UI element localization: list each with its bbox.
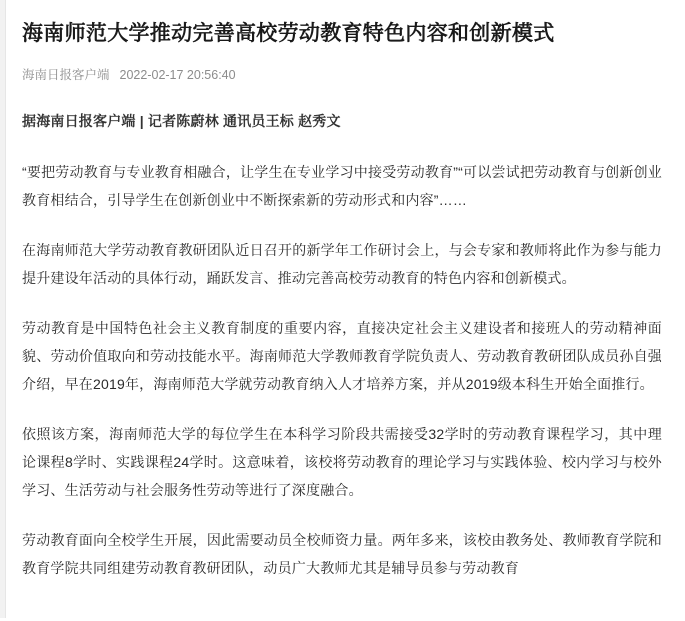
article-meta bbox=[22, 67, 662, 85]
article-paragraph: 在海南师范大学劳动教育教研团队近日召开的新学年工作研讨会上，与会专家和教师将此作为参与能力提升建设年活动的具体行动，踊跃发言、推动完善高校劳动教育的特色内容和创新模式。 bbox=[22, 242, 662, 287]
article-byline: 据海南日报客户端 | 记者陈蔚林 通讯员王标 赵秀文 bbox=[22, 112, 341, 129]
article-paragraph: 劳动教育面向全校学生开展，因此需要动员全校师资力量。两年多来，该校由教务处、教师教育学院和教育学院共同组建劳动教育教研团队，动员广大教师尤其是辅导员参与劳动教育 bbox=[22, 532, 662, 577]
article-paragraph: 劳动教育是中国特色社会主义教育制度的重要内容，直接决定社会主义建设者和接班人的劳动精神面貌、劳动价值取向和劳动技能水平。海南师范大学教师教育学院负责人、劳动教育教研团队成员孙自强介绍，早在2019年，海南师范大学就劳动教育纳入人才培养方案，并从2019级本科生开始全面推行。 bbox=[22, 320, 662, 393]
article-source: 海南日报客户端 bbox=[22, 68, 110, 83]
page-title: 海南师范大学推动完善高校劳动教育特色内容和创新模式 bbox=[22, 22, 555, 45]
article-paragraph: “要把劳动教育与专业教育相融合，让学生在专业学习中接受劳动教育”“可以尝试把劳动教育与创新创业教育相结合，引导学生在创新创业中不断探索新的劳动形式和内容”…… bbox=[22, 164, 662, 209]
article-content bbox=[22, 0, 662, 596]
article-timestamp: 2022-02-17 20:56:40 bbox=[119, 68, 236, 83]
article-paragraph: 依照该方案，海南师范大学的每位学生在本科学习阶段共需接受32学时的劳动教育课程学习，其中理论课程8学时、实践课程24学时。这意味着，该校将劳动教育的理论学习与实践体验、校内学习与校外学习、生活劳动与社会服务性劳动等进行了深度融合。 bbox=[22, 426, 662, 499]
page-left-margin-rule bbox=[0, 0, 6, 621]
